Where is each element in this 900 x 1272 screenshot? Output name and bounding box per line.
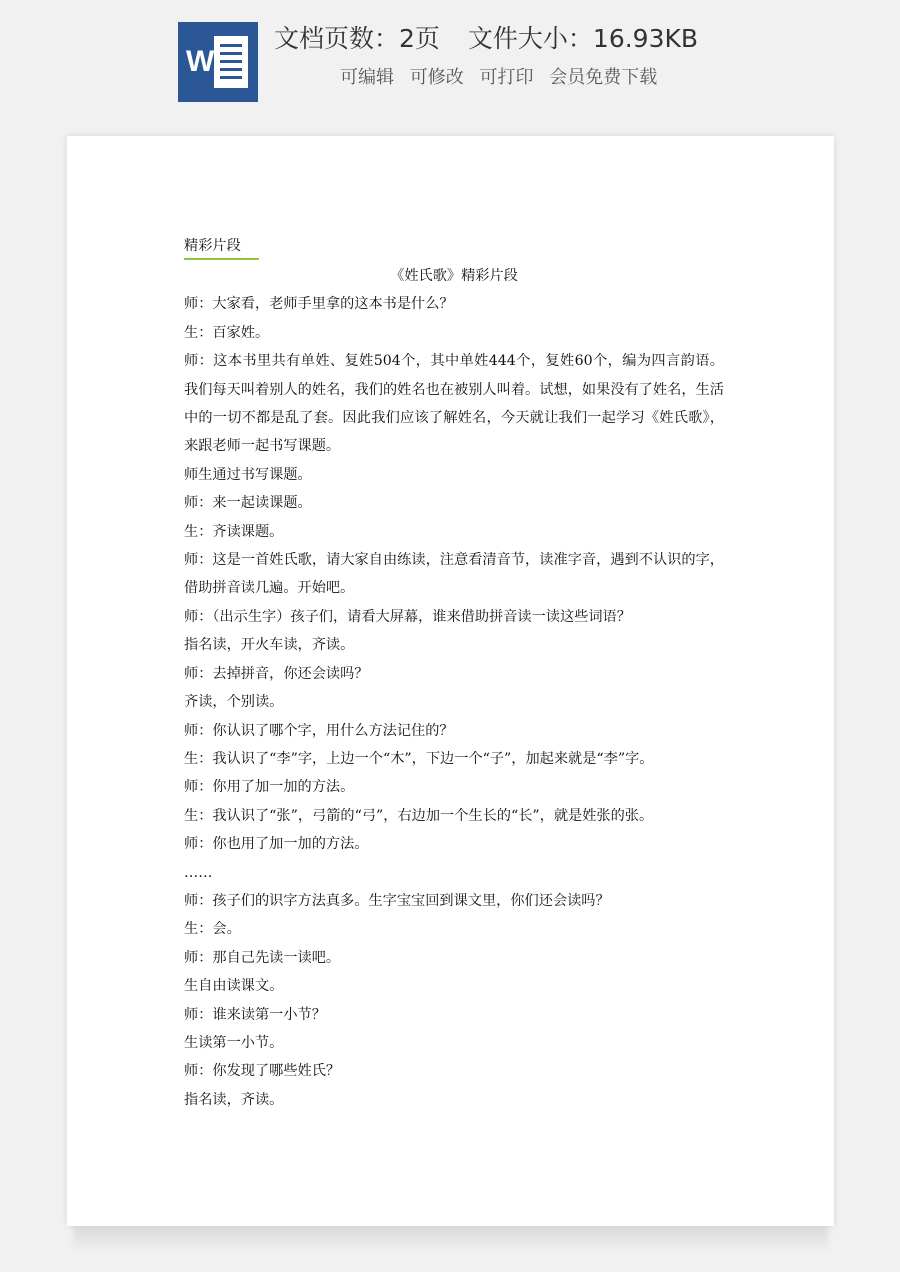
- paragraph: 齐读，个别读。: [184, 694, 284, 711]
- paragraph: 师：你也用了加一加的方法。: [184, 836, 369, 853]
- page-count: 文档页数：2页: [274, 24, 440, 53]
- paragraph: 指名读，齐读。: [184, 1091, 284, 1108]
- paragraph: 生：我认识了“张”，弓箭的“弓”，右边加一个生长的“长”，就是姓张的张。: [184, 807, 654, 824]
- paragraph: 师：你用了加一加的方法。: [184, 779, 355, 796]
- paragraph: 师：这本书里共有单姓、复姓504个，其中单姓444个，复姓60个，编为四言韵语。我们每天叫着别人的姓名，我们的姓名也在被别人叫着。试想，如果没有了姓名，生活中的一切不都是乱了套。因此我们应该了解姓名，今天就让我们一起学习《姓氏歌》，来跟老师一起书写课题。: [184, 353, 724, 455]
- paragraph: 师：（出示生字）孩子们，请看大屏幕，谁来借助拼音读一读这些词语？: [184, 608, 631, 625]
- paragraph: 生自由读课文。: [184, 978, 284, 995]
- section-label: 精彩片段: [184, 234, 259, 260]
- paragraph: 师：去掉拼音，你还会读吗？: [184, 665, 369, 682]
- file-size: 文件大小：16.93KB: [467, 24, 699, 53]
- document-content: [184, 232, 724, 1114]
- paragraph: 师：谁来读第一小节？: [184, 1006, 326, 1023]
- paragraph: 生：会。: [184, 921, 241, 938]
- paragraph: 师：孩子们的识字方法真多。生字宝宝回到课文里，你们还会读吗？: [184, 892, 610, 909]
- feature-member-download: 会员免费下载: [549, 67, 658, 88]
- document-meta-title: [274, 20, 698, 58]
- paragraph: 师：来一起读课题。: [184, 495, 312, 512]
- word-document-icon: [178, 22, 258, 102]
- page-shadow: [74, 1226, 828, 1248]
- paragraph: 生：我认识了“李”字，上边一个“木”，下边一个“子”，加起来就是“李”字。: [184, 750, 654, 767]
- paragraph: ……: [184, 864, 213, 881]
- document-page: [67, 136, 834, 1226]
- paragraph: 师：这是一首姓氏歌，请大家自由练读，注意看清音节，读准字音，遇到不认识的字，借助拼音读几遍。开始吧。: [184, 552, 724, 597]
- paragraph: 生：齐读课题。: [184, 523, 284, 540]
- paragraph: 师：你发现了哪些姓氏？: [184, 1063, 341, 1080]
- document-features: [340, 64, 667, 92]
- paragraph: 师：大家看，老师手里拿的这本书是什么？: [184, 296, 454, 313]
- feature-printable: 可打印: [479, 67, 534, 88]
- document-info-header: [0, 0, 900, 120]
- paragraph: 师：你认识了哪个字，用什么方法记住的？: [184, 722, 454, 739]
- paragraph: 生读第一小节。: [184, 1034, 284, 1051]
- paragraph: 生：百家姓。: [184, 324, 270, 341]
- paragraph: 师生通过书写课题。: [184, 466, 312, 483]
- paragraph-list: [184, 290, 724, 1114]
- document-title: 《姓氏歌》精彩片段: [390, 268, 518, 284]
- word-icon-letter: W: [186, 45, 215, 78]
- paragraph: 师：那自己先读一读吧。: [184, 949, 341, 966]
- paragraph: 指名读，开火车读，齐读。: [184, 637, 355, 654]
- feature-editable: 可编辑: [340, 67, 394, 88]
- feature-modifiable: 可修改: [409, 67, 464, 88]
